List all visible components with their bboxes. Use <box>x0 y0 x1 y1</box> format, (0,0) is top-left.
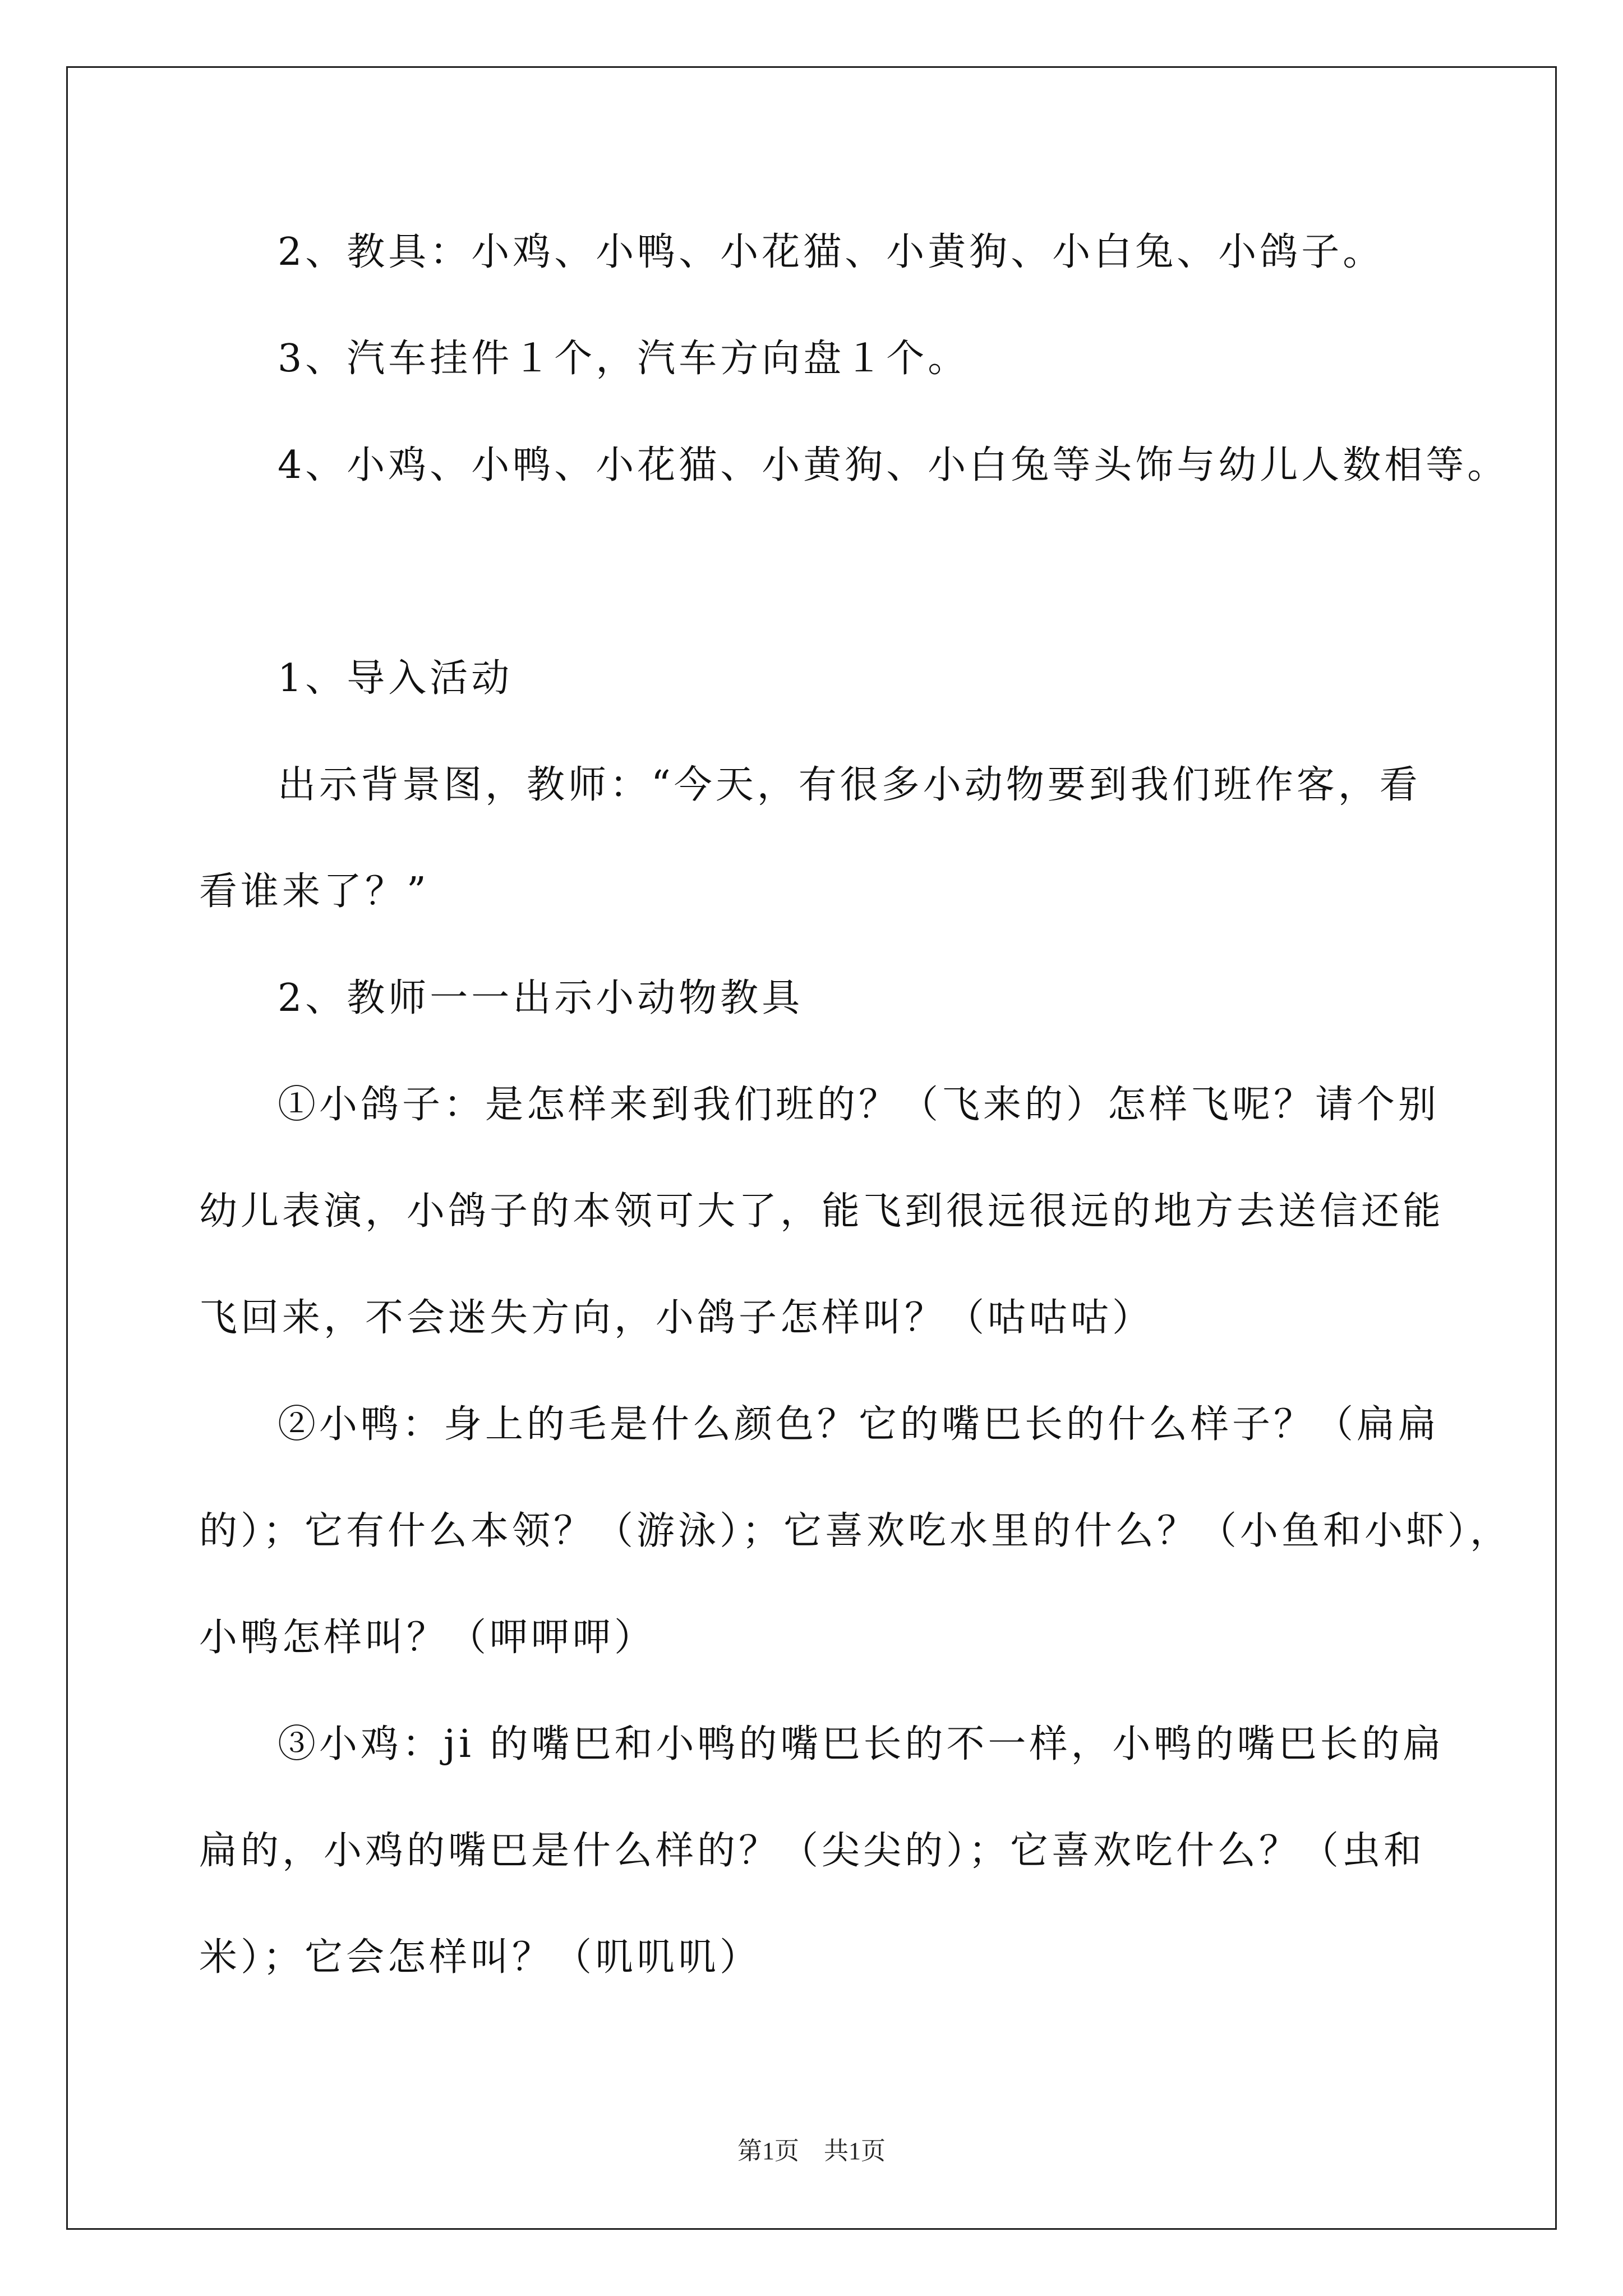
text-line: ②小鸭：身上的毛是什么颜色？它的嘴巴长的什么样子？（扁扁 <box>278 1402 1440 1447</box>
section-heading: 1、导入活动 <box>278 656 513 701</box>
text-line: 出示背景图，教师：“今天，有很多小动物要到我们班作客，看 <box>278 763 1421 807</box>
page-footer: 第1页 共1页 <box>737 2137 886 2165</box>
text-line: ①小鸽子：是怎样来到我们班的？（飞来的）怎样飞呢？请个别 <box>278 1083 1440 1127</box>
section-heading: 2、教师一一出示小动物教具 <box>278 976 804 1020</box>
text-line: 的）；它有什么本领？（游泳）；它喜欢吃水里的什么？（小鱼和小虾）， <box>199 1509 1512 1553</box>
text-line: ③小鸡：ji 的嘴巴和小鸭的嘴巴长的不一样，小鸭的嘴巴长的扁 <box>278 1722 1445 1766</box>
text-line: 4、小鸡、小鸭、小花猫、小黄狗、小白兔等头饰与幼儿人数相等。 <box>278 443 1509 487</box>
text-line: 3、汽车挂件１个，汽车方向盘１个。 <box>278 337 970 381</box>
text-line: 飞回来，不会迷失方向，小鸽子怎样叫？（咕咕咕） <box>199 1296 1154 1340</box>
text-line: 扁的，小鸡的嘴巴是什么样的？（尖尖的）；它喜欢吃什么？（虫和 <box>199 1829 1426 1873</box>
text-line: 米）；它会怎样叫？（叽叽叽） <box>199 1935 762 1980</box>
text-line: 看谁来了？” <box>199 869 430 914</box>
text-line: 幼儿表演，小鸽子的本领可大了，能飞到很远很远的地方去送信还能 <box>199 1189 1445 1234</box>
text-line: 2、教具：小鸡、小鸭、小花猫、小黄狗、小白兔、小鸽子。 <box>278 230 1385 274</box>
text-line: 小鸭怎样叫？（呷呷呷） <box>199 1616 656 1660</box>
page-border <box>66 66 1557 2230</box>
